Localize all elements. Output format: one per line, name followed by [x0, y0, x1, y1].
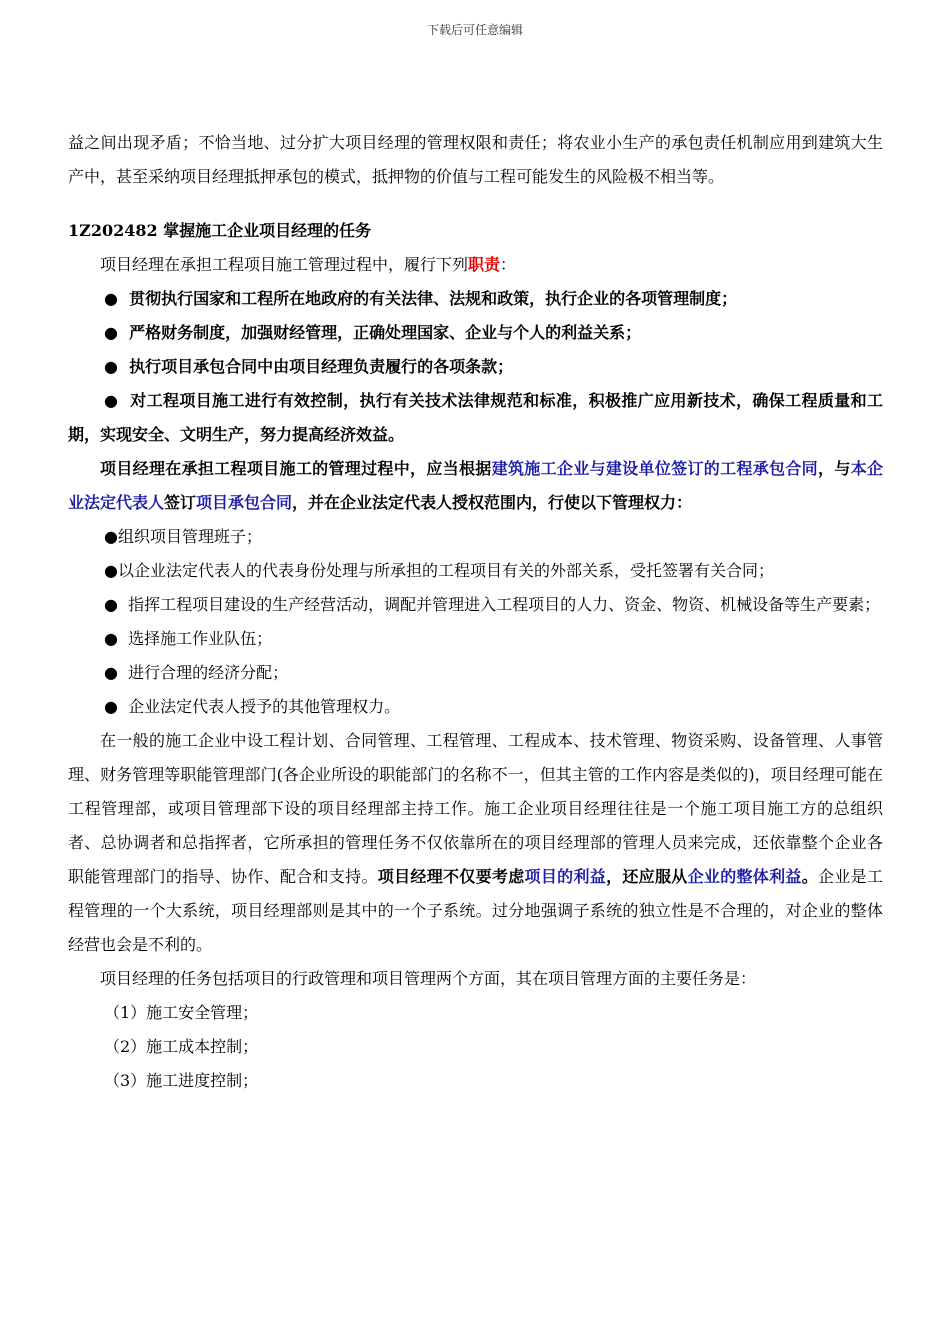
power-text: 企业法定代表人授予的其他管理权力。 [128, 697, 401, 716]
duty-item [68, 316, 883, 350]
duty-item [68, 350, 883, 384]
power-item [68, 588, 883, 622]
bullet-icon: ● [104, 391, 119, 410]
key-phrase: 项目经理不仅要考虑 [377, 867, 525, 886]
duty-text: 执行项目承包合同中由项目经理负责履行的各项条款； [129, 357, 514, 376]
text: ，并在企业法定代表人授权范围内，行使以下管理权力： [292, 493, 693, 512]
power-text: 选择施工作业队伍； [128, 629, 273, 648]
section-heading: 1Z202482 掌握施工企业项目经理的任务 [68, 221, 372, 240]
power-text: 以企业法定代表人的代表身份处理与所承担的工程项目有关的外部关系，受托签署有关合同； [117, 561, 774, 580]
duty-item [68, 282, 883, 316]
paragraph-departments [68, 724, 883, 962]
duty-text: 严格财务制度，加强财经管理，正确处理国家、企业与个人的利益关系； [129, 323, 642, 342]
paragraph-powers-intro [68, 452, 883, 520]
power-text: 进行合理的经济分配； [128, 663, 289, 682]
power-text: 指挥工程项目建设的生产经营活动，调配并管理进入工程项目的人力、资金、物资、机械设备等生产要素； [128, 595, 881, 614]
page-header: 下载后可任意编辑 [426, 23, 523, 37]
duty-text: 贯彻执行国家和工程所在地政府的有关法律、法规和政策，执行企业的各项管理制度； [129, 289, 738, 308]
task-item: （2）施工成本控制； [104, 1037, 259, 1056]
highlight-project-interest: 项目的利益 [524, 867, 607, 886]
power-item [68, 622, 883, 656]
power-text: 组织项目管理班子； [117, 527, 262, 546]
text: 企业是工程管理的一个大系统，项目经理部则是其中的一个子系统。过分地强调子系统的独立性是不合理的，对企业的整体经营也会是不利的。 [68, 867, 883, 954]
key-phrase: 。 [801, 867, 819, 886]
power-item [68, 690, 883, 724]
document-body [68, 126, 883, 1098]
highlight-project-contract: 项目承包合同 [196, 493, 293, 512]
paragraph-intro: 益之间出现矛盾；不恰当地、过分扩大项目经理的管理权限和责任；将农业小生产的承包责任机制应用到建筑大生产中，甚至采纳项目经理抵押承包的模式，抵押物的价值与工程可能发生的风险极不相当等。 [68, 133, 883, 186]
paragraph-tasks-intro: 项目经理的任务包括项目的行政管理和项目管理两个方面，其在项目管理方面的主要任务是： [100, 969, 757, 988]
power-item [68, 520, 883, 554]
text: ： [500, 255, 517, 274]
highlight-duties: 职责 [468, 255, 501, 274]
highlight-contract: 建筑施工企业与建设单位签订的工程承包合同 [491, 459, 818, 478]
power-item [68, 554, 883, 588]
text: 签订 [164, 493, 197, 512]
task-item: （1）施工安全管理； [104, 1003, 259, 1022]
bullet-icon: ● [104, 323, 118, 342]
paragraph-duties-intro [68, 248, 883, 282]
text: 项目经理在承担工程项目施工的管理过程中，应当根据 [100, 459, 492, 478]
bullet-icon: ● [104, 629, 118, 648]
text: 在一般的施工企业中设工程计划、合同管理、工程管理、工程成本、技术管理、物资采购、设备管理、人事管理、财务管理等职能管理部门(各企业所设的职能部门的名称不一，但其主管的工作内容是类似的)，项目经理可能在工程管理部，或项目管理部下设的项目经理部主持工作。施工企业项目经理往往是一个施工项目施工方的总组织者、总协调者和总指挥者，它所承担的管理任务不仅依靠所在的项目经理部的管理人员来完成，还依靠整个企业各职能管理部门的指导、协作、配合和支持。 [68, 731, 883, 886]
bullet-icon: ● [104, 561, 118, 580]
key-phrase: ，还应服从 [606, 867, 688, 886]
duty-item [68, 384, 883, 452]
bullet-icon: ● [104, 527, 118, 546]
highlight-enterprise-interest: 企业的整体利益 [687, 867, 802, 886]
duty-text: 对工程项目施工进行有效控制，执行有关技术法律规范和标准，积极推广应用新技术，确保工程质量和工期，实现安全、文明生产，努力提高经济效益。 [68, 391, 883, 444]
text: ，与 [818, 459, 851, 478]
power-item [68, 656, 883, 690]
bullet-icon: ● [104, 289, 118, 308]
task-item: （3）施工进度控制； [104, 1071, 259, 1090]
bullet-icon: ● [104, 595, 118, 614]
bullet-icon: ● [104, 697, 118, 716]
bullet-icon: ● [104, 663, 118, 682]
text: 项目经理在承担工程项目施工管理过程中，履行下列 [100, 255, 469, 274]
bullet-icon: ● [104, 357, 118, 376]
highlight-legal-rep: 本企业法定代表人 [68, 459, 883, 512]
